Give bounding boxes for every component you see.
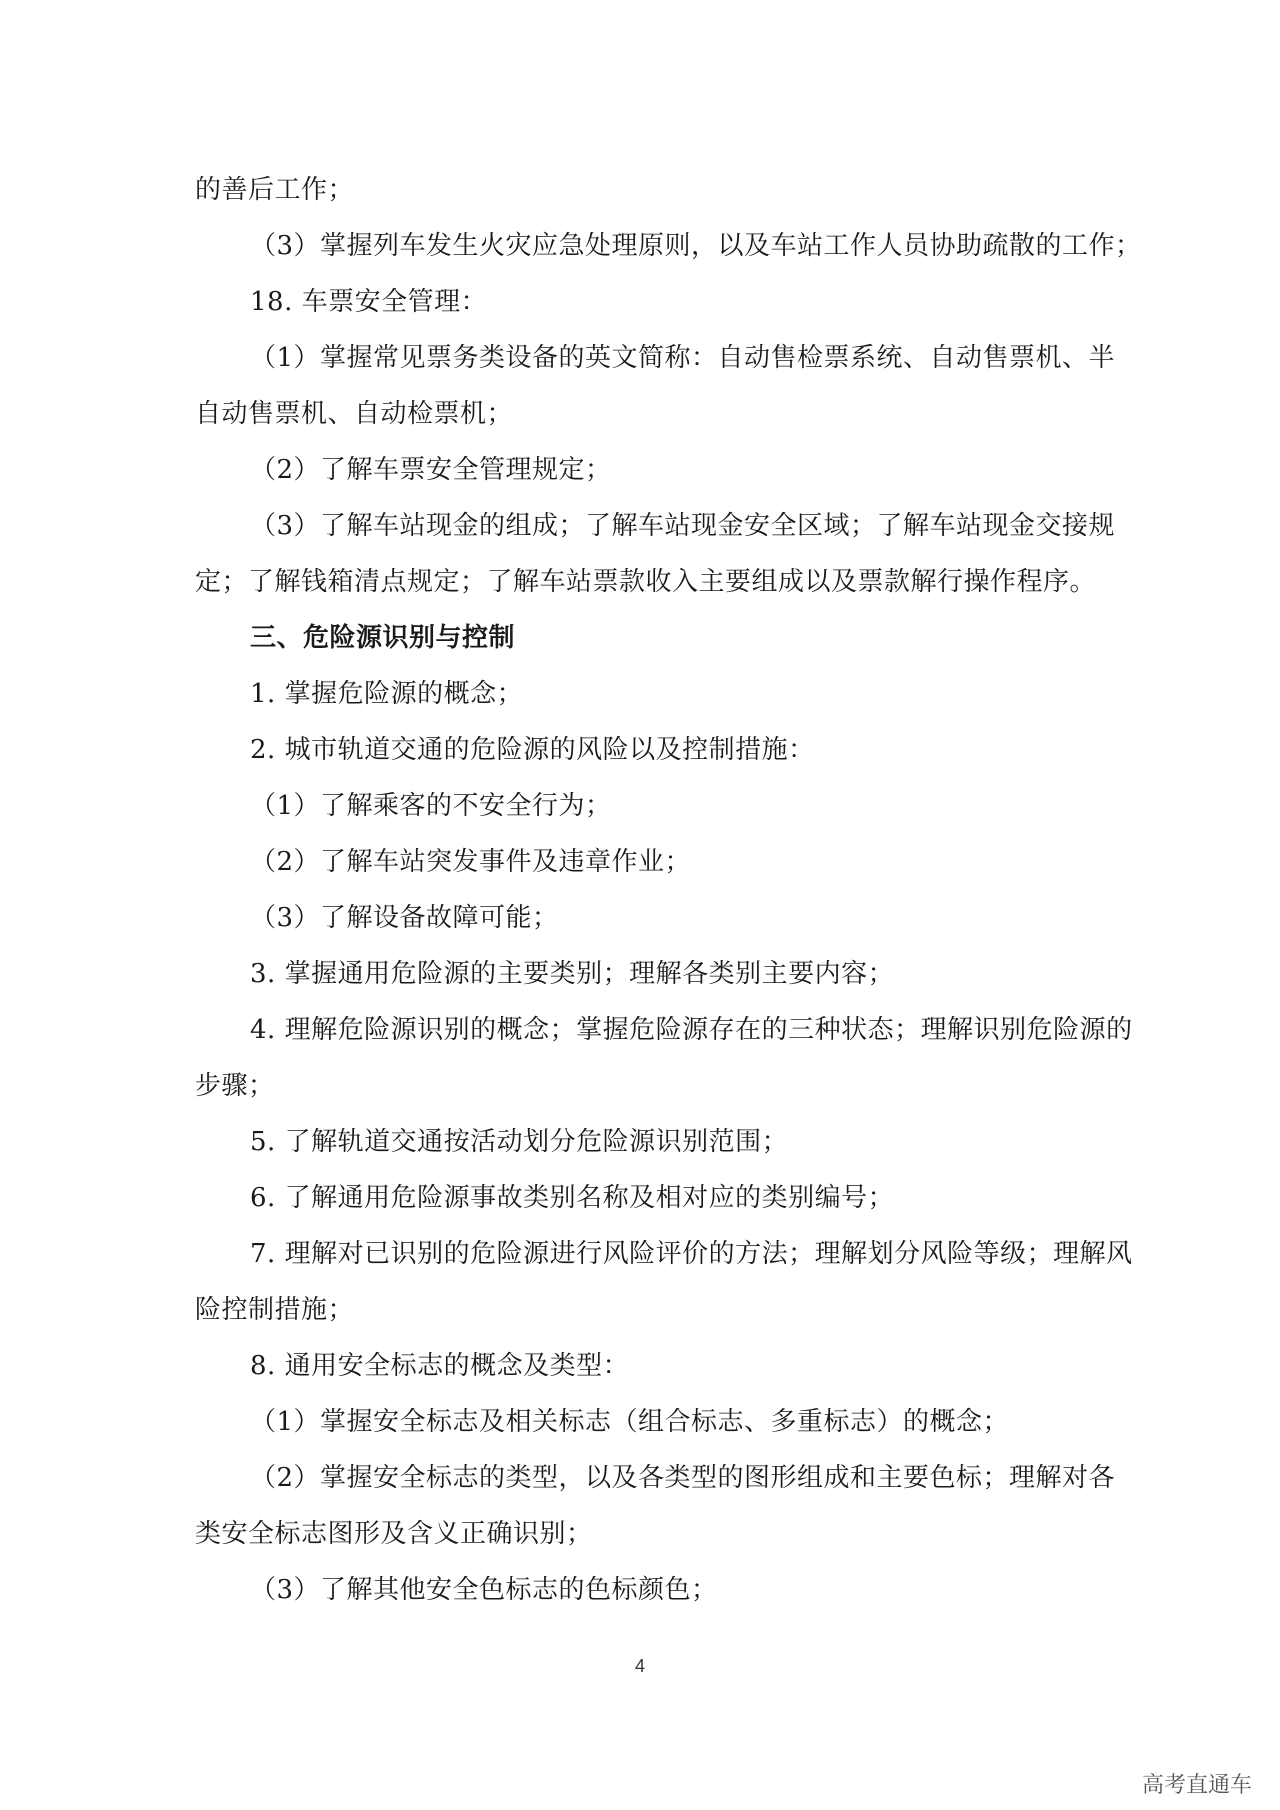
text-line: （3）了解车站现金的组成；了解车站现金安全区域；了解车站现金交接规 xyxy=(250,511,1116,541)
text-line: （3）掌握列车发生火灾应急处理原则，以及车站工作人员协助疏散的工作； xyxy=(250,231,1142,261)
watermark: 高考直通车 xyxy=(1141,1773,1252,1798)
text-line: 1. 掌握危险源的概念； xyxy=(250,679,524,709)
text-line: 自动售票机、自动检票机； xyxy=(195,399,514,429)
text-line: 2. 城市轨道交通的危险源的风险以及控制措施： xyxy=(250,735,815,765)
text-line: 类安全标志图形及含义正确识别； xyxy=(195,1519,593,1549)
text-line: （2）了解车站突发事件及违章作业； xyxy=(250,847,692,877)
text-line: （2）了解车票安全管理规定； xyxy=(250,455,612,485)
page-number: 4 xyxy=(634,1656,645,1676)
text-line: （3）了解其他安全色标志的色标颜色； xyxy=(250,1575,718,1605)
text-line: 18. 车票安全管理： xyxy=(250,287,488,317)
text-line: 险控制措施； xyxy=(195,1295,355,1325)
text-line: 5. 了解轨道交通按活动划分危险源识别范围； xyxy=(250,1127,789,1157)
text-line: （2）掌握安全标志的类型，以及各类型的图形组成和主要色标；理解对各 xyxy=(250,1463,1116,1493)
text-line: 6. 了解通用危险源事故类别名称及相对应的类别编号； xyxy=(250,1183,895,1213)
text-line: 的善后工作； xyxy=(195,175,355,205)
text-line: 步骤； xyxy=(195,1071,275,1101)
text-line: （3）了解设备故障可能； xyxy=(250,903,559,933)
text-line: 4. 理解危险源识别的概念；掌握危险源存在的三种状态；理解识别危险源的 xyxy=(250,1015,1133,1045)
text-line: 定；了解钱箱清点规定；了解车站票款收入主要组成以及票款解行操作程序。 xyxy=(195,567,1097,597)
text-line: （1）掌握常见票务类设备的英文简称：自动售检票系统、自动售票机、半 xyxy=(250,343,1116,373)
text-line: 3. 掌握通用危险源的主要类别；理解各类别主要内容； xyxy=(250,959,895,989)
text-line: （1）掌握安全标志及相关标志（组合标志、多重标志）的概念； xyxy=(250,1407,1010,1437)
text-line: （1）了解乘客的不安全行为； xyxy=(250,791,612,821)
section-heading: 三、危险源识别与控制 xyxy=(250,623,516,653)
text-line: 8. 通用安全标志的概念及类型： xyxy=(250,1351,630,1381)
text-line: 7. 理解对已识别的危险源进行风险评价的方法；理解划分风险等级；理解风 xyxy=(250,1239,1133,1269)
